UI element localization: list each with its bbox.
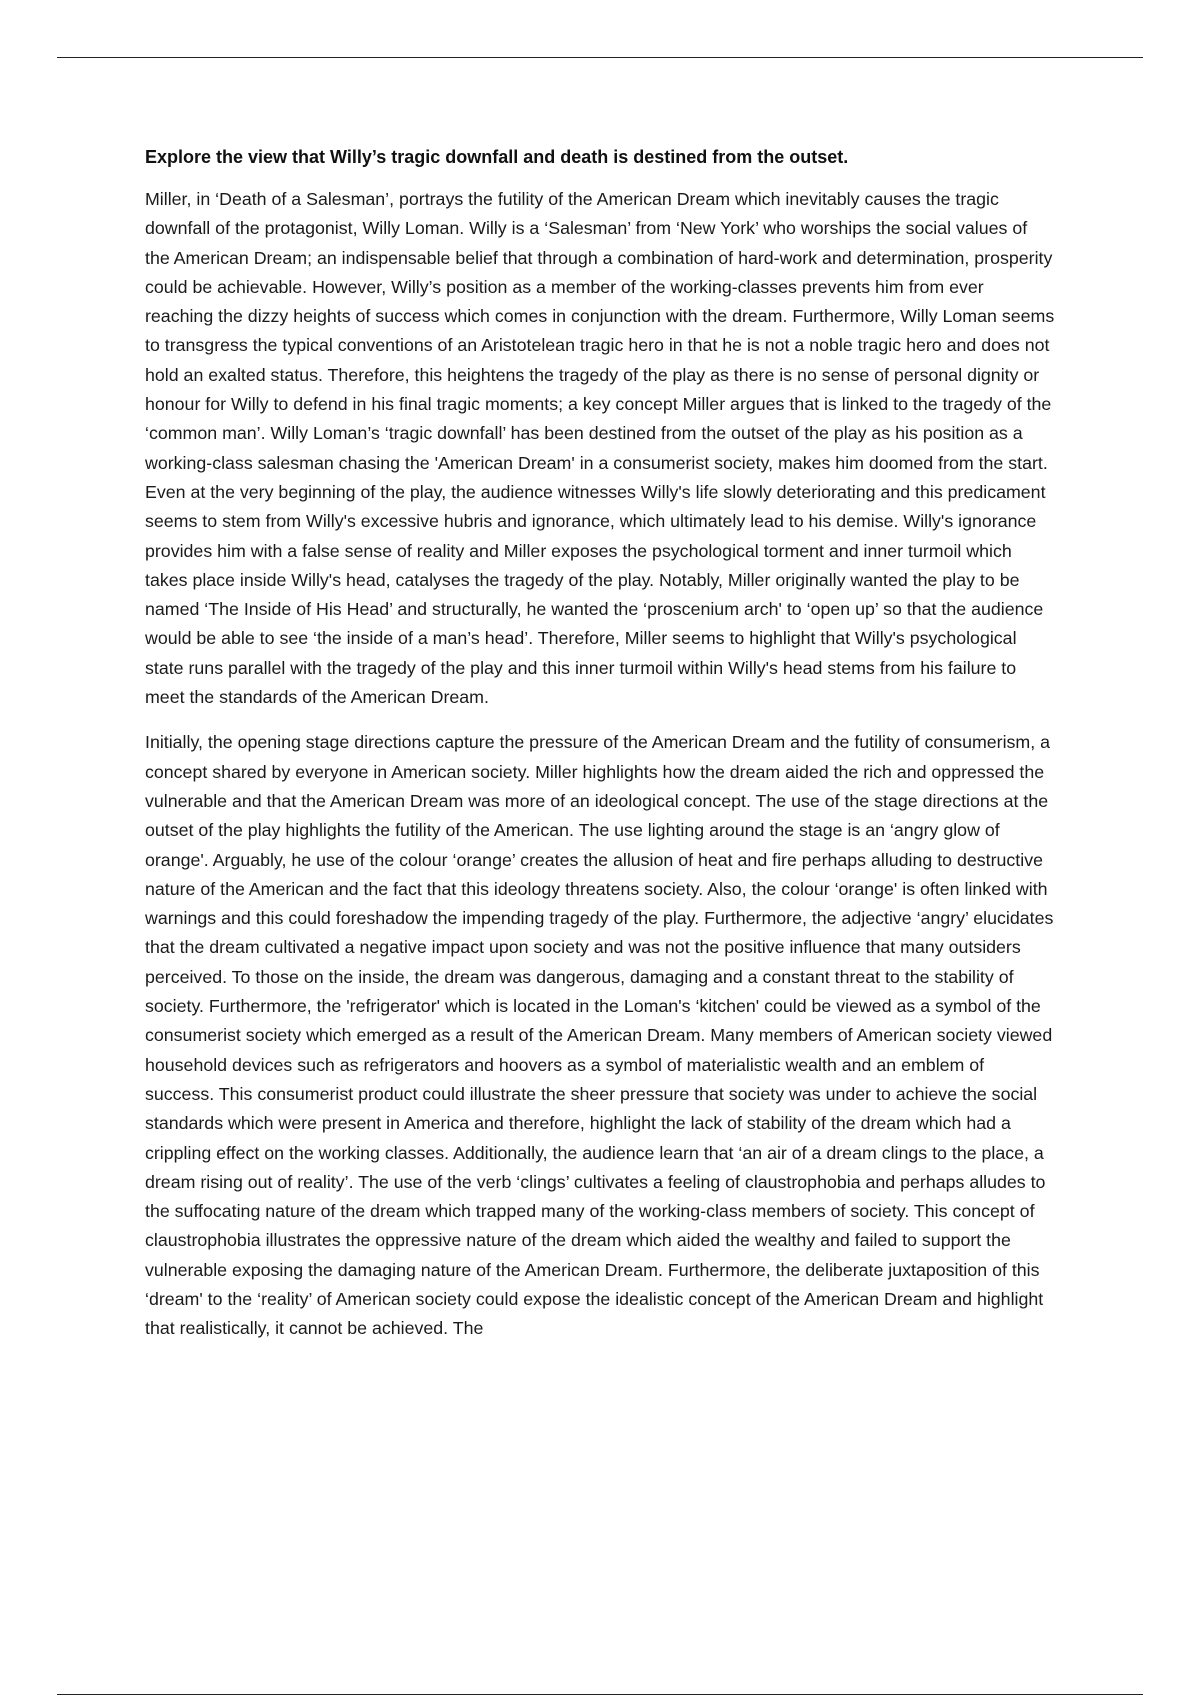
bottom-horizontal-rule	[57, 1694, 1143, 1695]
paragraph-1: Miller, in ‘Death of a Salesman’, portrays the futility of the American Dream which inevitably causes the tragic downfall of the protagonist, Willy Loman. Willy is a ‘Salesman’ from ‘New York’ who worships the social values of the American Dream; an indispensable belief that through a combination of hard-work and determination, prosperity could be achievable. However, Willy’s position as a member of the working-classes prevents him from ever reaching the dizzy heights of success which comes in conjunction with the dream. Furthermore, Willy Loman seems to transgress the typical conventions of an Aristotelean tragic hero in that he is not a noble tragic hero and does not hold an exalted status. Therefore, this heightens the tragedy of the play as there is no sense of personal dignity or honour for Willy to defend in his final tragic moments; a key concept Miller argues that is linked to the tragedy of the ‘common man’. Willy Loman’s ‘tragic downfall’ has been destined from the outset of the play as his position as a working-class salesman chasing the 'American Dream' in a consumerist society, makes him doomed from the start. Even at the very beginning of the play, the audience witnesses Willy's life slowly deteriorating and this predicament seems to stem from Willy's excessive hubris and ignorance, which ultimately lead to his demise. Willy's ignorance provides him with a false sense of reality and Miller exposes the psychological torment and inner turmoil which takes place inside Willy's head, catalyses the tragedy of the play. Notably, Miller originally wanted the play to be named ‘The Inside of His Head’ and structurally, he wanted the ‘proscenium arch' to ‘open up’ so that the audience would be able to see ‘the inside of a man’s head’. Therefore, Miller seems to highlight that Willy's psychological state runs parallel with the tragedy of the play and this inner turmoil within Willy's head stems from his failure to meet the standards of the American Dream.	[145, 189, 1055, 708]
paragraph-2: Initially, the opening stage directions capture the pressure of the American Dream and the futility of consumerism, a concept shared by everyone in American society. Miller highlights how the dream aided the rich and oppressed the vulnerable and that the American Dream was more of an ideological concept. The use of the stage directions at the outset of the play highlights the futility of the American. The use lighting around the stage is an ‘angry glow of orange'. Arguably, he use of the colour ‘orange’ creates the allusion of heat and fire perhaps alluding to destructive nature of the American and the fact that this ideology threatens society. Also, the colour ‘orange' is often linked with warnings and this could foreshadow the impending tragedy of the play. Furthermore, the adjective ‘angry’ elucidates that the dream cultivated a negative impact upon society and was not the positive influence that many outsiders perceived. To those on the inside, the dream was dangerous, damaging and a constant threat to the stability of society. Furthermore, the 'refrigerator' which is located in the Loman's ‘kitchen' could be viewed as a symbol of the consumerist society which emerged as a result of the American Dream. Many members of American society viewed household devices such as refrigerators and hoovers as a symbol of materialistic wealth and an emblem of success. This consumerist product could illustrate the sheer pressure that society was under to achieve the social standards which were present in America and therefore, highlight the lack of stability of the dream which had a crippling effect on the working classes. Additionally, the audience learn that ‘an air of a dream clings to the place, a dream rising out of reality’. The use of the verb ‘clings’ cultivates a feeling of claustrophobia and perhaps alludes to the suffocating nature of the dream which trapped many of the working-class members of society. This concept of claustrophobia illustrates the oppressive nature of the dream which aided the wealthy and failed to support the vulnerable exposing the damaging nature of the American Dream. Furthermore, the deliberate juxtaposition of this ‘dream' to the ‘reality’ of American society could expose the idealistic concept of the American Dream and highlight that realistically, it cannot be achieved. The	[145, 732, 1054, 1339]
document-body	[145, 143, 1055, 1360]
essay-question-title: Explore the view that Willy’s tragic downfall and death is destined from the outset.	[145, 147, 849, 167]
top-horizontal-rule	[57, 57, 1143, 58]
